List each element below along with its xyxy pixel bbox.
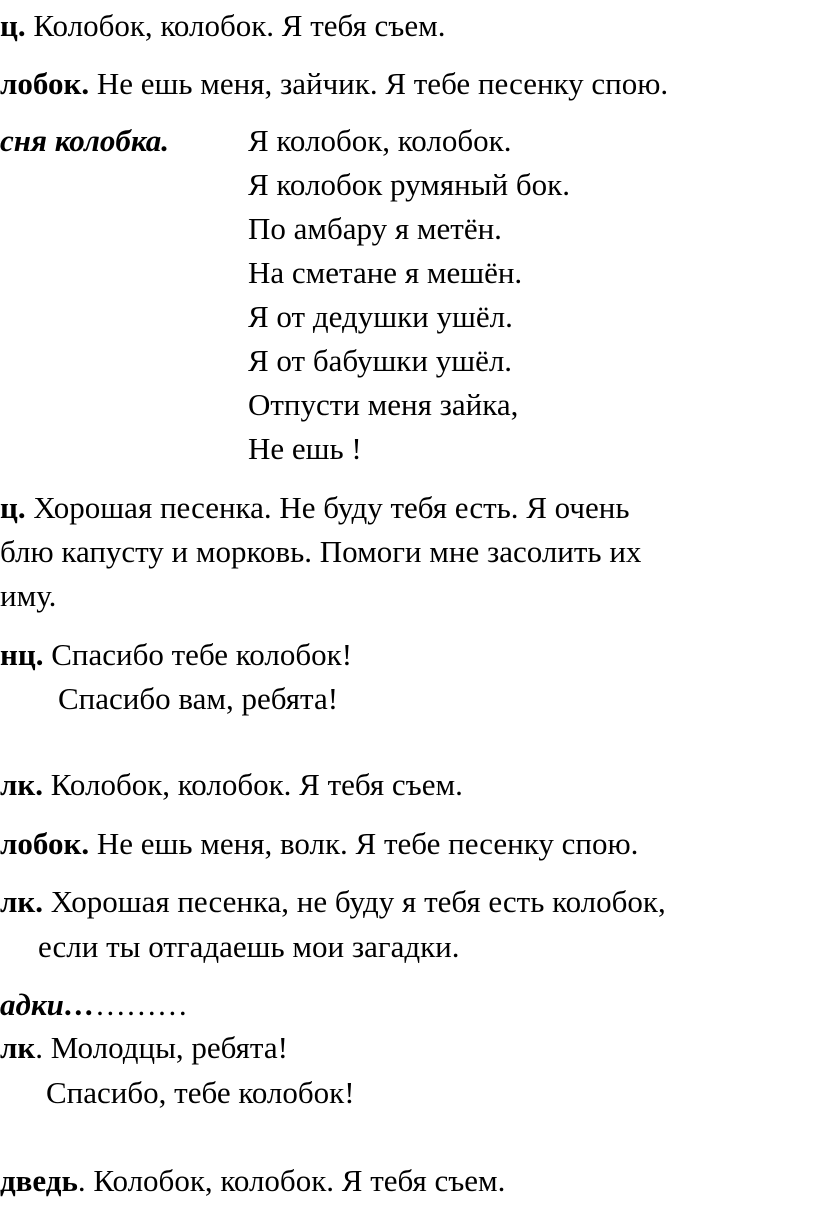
song-line [248, 255, 522, 291]
song-line [248, 299, 513, 335]
line-text: если ты отгадаешь мои загадки. [38, 929, 460, 964]
riddles-heading: адки… [0, 987, 95, 1022]
speaker-name: ц. [0, 8, 26, 43]
line-text: Не ешь меня, зайчик. Я тебе песенку спою. [96, 66, 669, 101]
dialogue-line-continued [58, 681, 338, 717]
line-text: Спасибо, тебе колобок! [46, 1075, 355, 1110]
line-text: Хорошая песенка, не буду я тебя есть колобок, [50, 884, 666, 919]
line-text: Не ешь меня, волк. Я тебе песенку спою. [96, 826, 639, 861]
line-text: Колобок, колобок. Я тебя съем. [33, 8, 446, 43]
song-line [248, 211, 502, 247]
line-text: иму. [0, 578, 57, 613]
line-text: На сметане я мешён. [248, 255, 523, 290]
line-text: Я колобок, колобок. [248, 123, 512, 158]
dialogue-line-continued [0, 534, 641, 570]
line-text: Я от бабушки ушёл. [248, 343, 513, 378]
line-text: Хорошая песенка. Не буду тебя есть. Я очень [33, 490, 630, 525]
line-text: . Колобок, колобок. Я тебя съем. [77, 1163, 506, 1198]
line-text: Спасибо тебе колобок! [51, 637, 353, 672]
speaker-name: лк [0, 1030, 36, 1065]
line-text: Отпусти меня зайка, [248, 387, 519, 422]
speaker-name: дведь [0, 1163, 78, 1198]
dialogue-line [0, 637, 352, 673]
song-line [248, 343, 512, 379]
speaker-name: ц. [0, 490, 26, 525]
dialogue-line [0, 490, 629, 526]
line-text: . Молодцы, ребята! [35, 1030, 288, 1065]
dialogue-line [0, 826, 638, 862]
speaker-name: лобок. [0, 66, 90, 101]
line-text: Я колобок румяный бок. [248, 167, 570, 202]
dialogue-line [0, 8, 445, 44]
song-line [248, 167, 570, 203]
line-text: Не ешь ! [248, 431, 362, 466]
line-text: Спасибо вам, ребята! [58, 681, 339, 716]
dialogue-line [0, 1030, 288, 1066]
dialogue-line [0, 1163, 505, 1199]
speaker-name: лк. [0, 884, 44, 919]
dialogue-line [0, 884, 666, 920]
riddles-line [0, 987, 188, 1023]
song-heading-line [0, 123, 169, 159]
dialogue-line-continued [0, 578, 56, 614]
dialogue-line-continued [38, 929, 460, 965]
line-text: Я от дедушки ушёл. [248, 299, 513, 334]
dialogue-line-continued [46, 1075, 355, 1111]
speaker-name: нц. [0, 637, 44, 672]
line-text: По амбару я метён. [248, 211, 502, 246]
speaker-name: лобок. [0, 826, 90, 861]
dialogue-line [0, 66, 668, 102]
song-line [248, 123, 511, 159]
song-line [248, 387, 518, 423]
dialogue-line [0, 767, 463, 803]
line-text: ……… [94, 987, 188, 1022]
line-text: Колобок, колобок. Я тебя съем. [50, 767, 463, 802]
line-text: блю капусту и морковь. Помоги мне засолить их [0, 534, 642, 569]
song-line [248, 431, 362, 467]
song-title: сня колобка. [0, 123, 170, 158]
speaker-name: лк. [0, 767, 44, 802]
